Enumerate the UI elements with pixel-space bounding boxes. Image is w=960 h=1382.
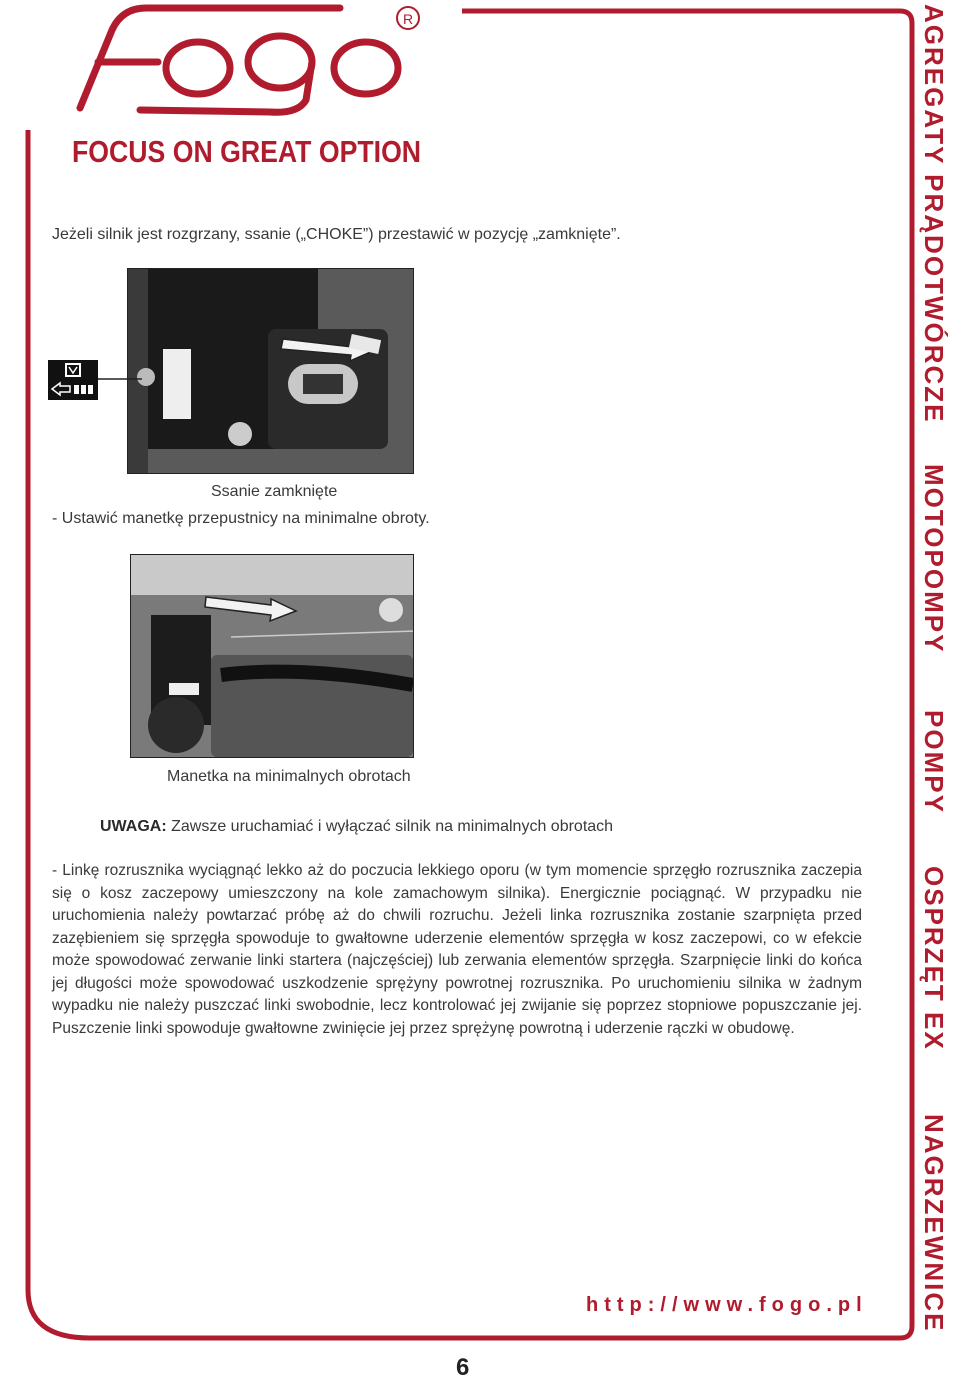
side-nav-nagrzewnice[interactable]: NAGRZEWNICE [919,1114,949,1333]
page-number: 6 [456,1354,470,1381]
pointer-line [98,372,148,386]
photo-choke-closed [127,268,414,474]
brand-tagline: FOCUS ON GREAT OPTION [72,134,422,169]
side-nav-pompy[interactable]: POMPY [919,710,949,814]
fogo-logo [70,0,430,120]
choke-symbol-icon [48,360,98,400]
side-nav-osprzet[interactable]: OSPRZĘT EX [919,866,949,1051]
warning-text: Zawsze uruchamiać i wyłączać silnik na minimalnych obrotach [171,818,614,835]
step-throttle: - Ustawić manetkę przepustnicy na minimalne obroty. [52,510,430,527]
side-nav-agregaty[interactable]: AGREGATY PRĄDOTWÓRCZE [919,4,949,424]
intro-text: Jeżeli silnik jest rozgrzany, ssanie („CHOKE”) przestawić w pozycję „zamknięte”. [52,226,621,243]
website-link[interactable]: http://www.fogo.pl [586,1294,868,1316]
warning-note [100,818,613,836]
warning-label: UWAGA: [100,818,167,835]
caption-throttle: Manetka na minimalnych obrotach [167,768,411,785]
side-nav-motopompy[interactable]: MOTOPOMPY [919,464,949,654]
registered-mark: R [403,11,414,27]
starter-paragraph: - Linkę rozrusznika wyciągnąć lekko aż do poczucia lekkiego oporu (w tym momencie sprzęgło rozrusznika zaczepia się o kosz zaczepowy umieszczony na kole zamachowym silnika). Energicznie pociągnąć. W przypadku nie uruchomienia należy powtarzać próbę aż do chwili rozruchu. Jeżeli linka rozrusznika zostanie szarpnięta przed zazębieniem się sprzęgła spowoduje to gwałtowne uderzenie elementów sprzęgła w kosz zaczepowi, co w efekcie może spowodować zerwanie linki startera (najczęściej) lub zerwania elementów sprzęgła. Szarpnięcie linki do końca jej długości może spowodować uszkodzenie sprężyny powrotnej rozrusznika. Po uruchomieniu silnika w żadnym wypadku nie należy puszczać linki swobodnie, lecz kontrolować jej zwijanie się poprzez stopniowe popuszczanie jej. Puszczenie linki spowoduje gwałtowne zwinięcie jej przez sprężynę powrotną i uderzenie rączki w obudowę. [52,862,862,1037]
photo-throttle-min [130,554,414,758]
caption-choke: Ssanie zamknięte [211,483,338,500]
